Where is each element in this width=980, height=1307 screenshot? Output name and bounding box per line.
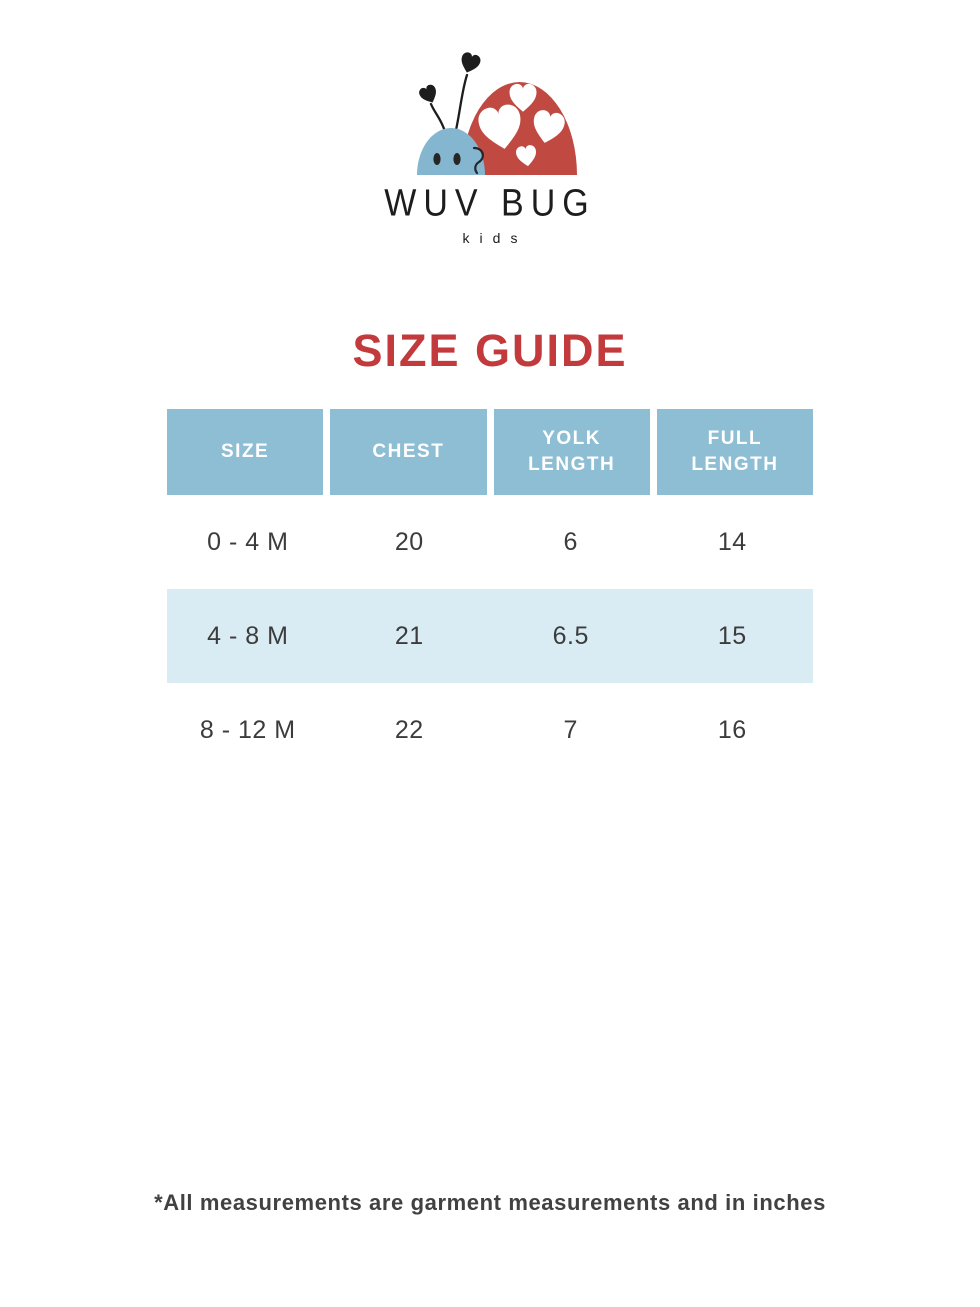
- column-header-chest: CHEST: [330, 409, 486, 495]
- page-title: SIZE GUIDE: [352, 325, 628, 376]
- yolk-length-cell: 6.5: [552, 621, 589, 650]
- size-cell: 4 - 8 M: [207, 621, 289, 650]
- brand-logo: [0, 0, 980, 246]
- ladybug-logo-icon: [390, 50, 590, 180]
- column-header-yolk-length: YOLK LENGTH: [494, 409, 650, 495]
- full-length-cell: 14: [717, 527, 747, 556]
- table-header-row: [167, 409, 813, 495]
- column-header-size: SIZE: [167, 409, 323, 495]
- full-length-cell: 15: [717, 621, 747, 650]
- size-table: [167, 409, 813, 777]
- size-cell: 8 - 12 M: [199, 715, 296, 744]
- brand-subtitle: kids: [462, 230, 528, 246]
- brand-name: WUV BUG: [384, 181, 596, 225]
- table-row: [167, 495, 813, 589]
- chest-cell: 20: [394, 527, 424, 556]
- chest-cell: 21: [394, 621, 424, 650]
- table-row: [167, 589, 813, 683]
- yolk-length-cell: 6: [563, 527, 578, 556]
- full-length-cell: 16: [717, 715, 747, 744]
- yolk-length-cell: 7: [563, 715, 578, 744]
- size-cell: 0 - 4 M: [207, 527, 289, 556]
- column-header-full-length: FULL LENGTH: [657, 409, 813, 495]
- table-row: [167, 683, 813, 777]
- measurements-footnote: *All measurements are garment measurements and in inches: [154, 1190, 826, 1215]
- chest-cell: 22: [394, 715, 424, 744]
